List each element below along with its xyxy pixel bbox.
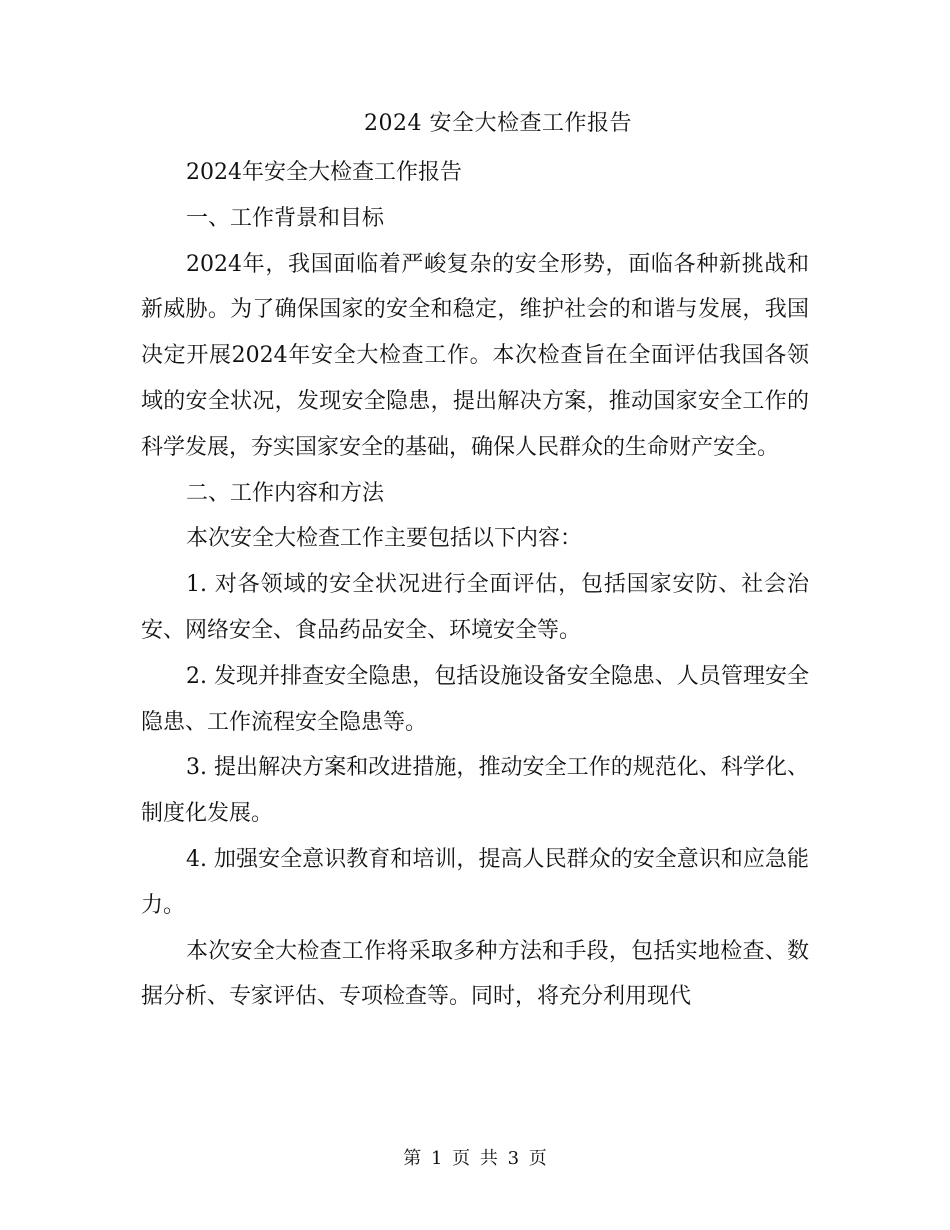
content-intro-paragraph: 本次安全大检查工作主要包括以下内容： <box>186 526 583 552</box>
document-body <box>141 150 809 1020</box>
list-item-3: 3. 提出解决方案和改进措施，推动安全工作的规范化、科学化、制度化发展。 <box>141 755 809 827</box>
list-item-4: 4. 加强安全意识教育和培训，提高人民群众的安全意识和应急能力。 <box>141 846 809 918</box>
section-heading-background: 一、工作背景和目标 <box>186 205 385 231</box>
methods-paragraph: 本次安全大检查工作将采取多种方法和手段，包括实地检查、数据分析、专家评估、专项检查等。同时，将充分利用现代 <box>141 938 809 1010</box>
report-subtitle: 2024年安全大检查工作报告 <box>186 160 462 185</box>
background-paragraph: 2024年，我国面临着严峻复杂的安全形势，面临各种新挑战和新威胁。为了确保国家的安全和稳定，维护社会的和谐与发展，我国决定开展2024年安全大检查工作。本次检查旨在全面评估我国各领域的安全状况，发现安全隐患，提出解决方案，推动国家安全工作的科学发展，夯实国家安全的基础，确保人民群众的生命财产安全。 <box>141 251 809 460</box>
document-title: 2024 安全大检查工作报告 <box>364 111 632 136</box>
page-footer: 第 1 页 共 3 页 <box>403 1148 547 1169</box>
section-heading-content: 二、工作内容和方法 <box>186 480 385 506</box>
list-item-1: 1. 对各领域的安全状况进行全面评估，包括国家安防、社会治安、网络安全、食品药品安全、环境安全等。 <box>141 572 809 643</box>
list-item-2: 2. 发现并排查安全隐患，包括设施设备安全隐患、人员管理安全隐患、工作流程安全隐患等。 <box>141 663 809 735</box>
